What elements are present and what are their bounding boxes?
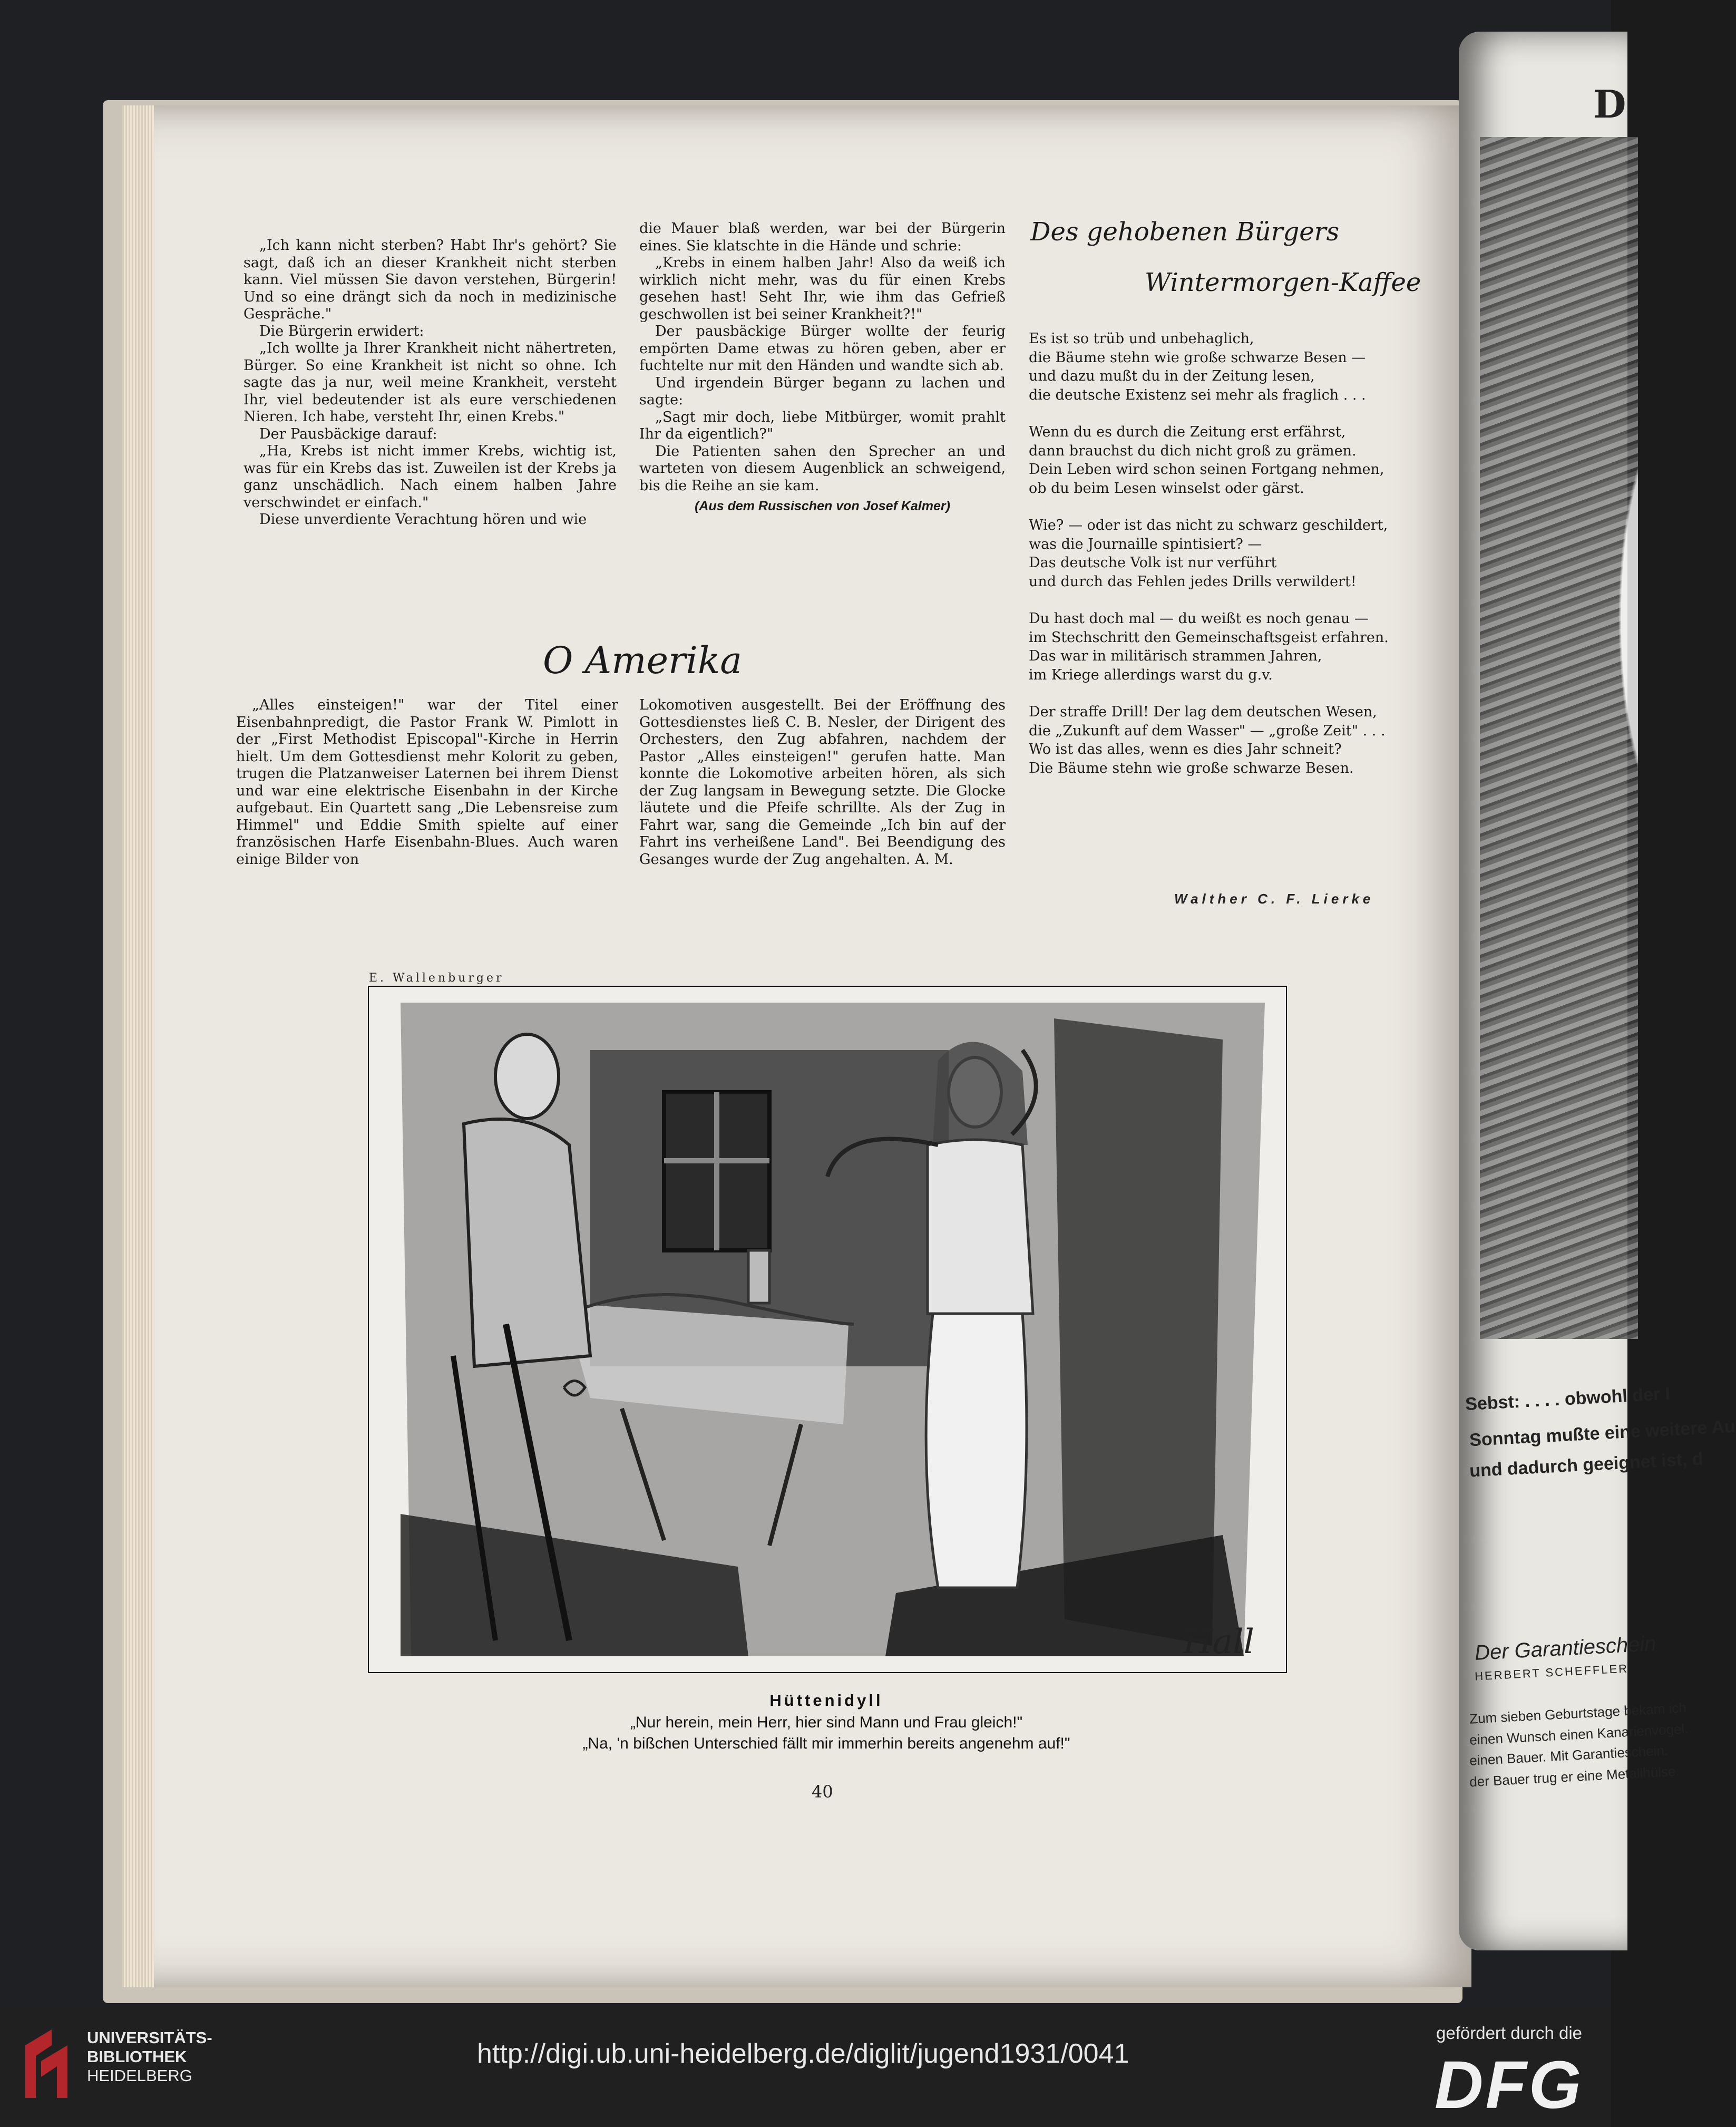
- story-paragraph: „Krebs in einem halben Jahr! Also da weiß ich wirklich nicht mehr, was du für einen Krebs gesehen hast! Seht Ihr, wie ihm das Gefrieß geschwollen ist bei seiner Krankheit?!": [639, 255, 1006, 323]
- poem-stanza: [1029, 329, 1408, 404]
- article-column-2: [639, 697, 1006, 868]
- illustration-artist: E. Wallenburger: [369, 972, 504, 985]
- poem-line: Das deutsche Volk ist nur verführt: [1029, 555, 1277, 571]
- page-number: 40: [812, 1782, 833, 1802]
- poem-line: und dazu mußt du in der Zeitung lesen,: [1029, 368, 1315, 384]
- translation-credit: (Aus dem Russischen von Josef Kalmer): [695, 499, 950, 513]
- story-paragraph: „Ich wollte ja Ihrer Krankheit nicht nähertreten, Bürger. So eine Krankheit ist nicht so ohne. Ich sagte das ja nur, weil meine Krankheit, versteht Ihr, viel bedeutender ist als eure verschiedenen Nieren. Ich habe, versteht Ihr, einen Krebs.": [243, 340, 617, 425]
- story-paragraph: Die Bürgerin erwidert:: [259, 323, 424, 339]
- story-paragraph: Die Patienten sahen den Sprecher an und warteten von diesem Augenblick an schweigend, bis die Reihe an sie kam.: [639, 443, 1006, 494]
- funded-by-label: gefördert durch die: [1436, 2023, 1583, 2043]
- right-caption-line: Sonntag mußte eine weitere Au: [1469, 1416, 1736, 1451]
- poem-line: im Kriege allerdings warst du g.v.: [1029, 666, 1273, 683]
- story-paragraph: Der Pausbäckige darauf:: [259, 425, 437, 442]
- poem-line: die Bäume stehn wie große schwarze Besen —: [1029, 349, 1366, 366]
- poem-line: Du hast doch mal — du weißt es noch genau —: [1029, 610, 1369, 627]
- poem-author: Walther C. F. Lierke: [1174, 891, 1374, 907]
- poem-line: im Stechschritt den Gemeinschaftsgeist erfahren.: [1029, 629, 1389, 646]
- footer-bar: [0, 2008, 1611, 2127]
- poem-line: Dein Leben wird schon seinen Fortgang nehmen,: [1029, 461, 1384, 478]
- heidelberg-logo-icon: [20, 2024, 78, 2103]
- library-name: [87, 2028, 212, 2085]
- poem-line: Das war in militärisch strammen Jahren,: [1029, 648, 1322, 664]
- right-caption-line: und dadurch geeignet ist, d: [1469, 1449, 1704, 1481]
- page-edges: [122, 105, 154, 1987]
- article-paragraph: Lokomotiven ausgestellt. Bei der Eröffnung des Gottesdienstes ließ C. B. Nesler, der Dirigent des Orchesters, den Zug abfahren, nachdem der Pastor „Alles einsteigen!" gerufen hatte. Man konnte die Lokomotive arbeiten hören, als sich der Zug langsam in Bewegung setzte. Die Glocke läutete und die Pfeife schrillte. Als der Zug in Fahrt war, sang die Gemeinde „Ich bin auf der Fahrt ins verheißene Land". Bei Beendigung des Gesanges wurde der Zug angehalten. A. M.: [639, 697, 1006, 868]
- right-article-text: der Bauer trug er eine Metallhülse.: [1469, 1763, 1680, 1790]
- right-page-illustration: [1480, 137, 1638, 1339]
- poem-title-line1: Des gehobenen Bürgers: [1030, 217, 1340, 247]
- story-paragraph: „Ich kann nicht sterben? Habt Ihr's gehört? Sie sagt, daß ich an dieser Krankheit nicht sterben kann. Viel müssen Sie davon verstehen, Bürgerin! Und so eine drängt sich da noch in medizinische Gespräche.": [243, 237, 617, 322]
- right-article-byline: HERBERT SCHEFFLER: [1474, 1662, 1629, 1683]
- article-column-1: [236, 697, 618, 868]
- sketch-drawing: [369, 987, 1286, 1672]
- poem-line: ob du beim Lesen winselst oder gärst.: [1029, 480, 1304, 497]
- poem-line: dann brauchst du dich nicht groß zu grämen.: [1029, 442, 1357, 459]
- right-caption-line: Sebst: . . . . obwohl der I: [1465, 1383, 1671, 1415]
- caption-line: „Na, 'n bißchen Unterschied fällt mir immerhin bereits angenehm auf!": [582, 1735, 1070, 1752]
- library-line: BIBLIOTHEK: [87, 2047, 187, 2066]
- poem-stanza: [1029, 423, 1408, 498]
- poem-stanza: [1029, 516, 1408, 591]
- story-paragraph: Diese unverdiente Verachtung hören und wie: [259, 511, 587, 528]
- library-line: HEIDELBERG: [87, 2066, 192, 2085]
- story-paragraph: „Sagt mir doch, liebe Mitbürger, womit prahlt Ihr da eigentlich?": [639, 409, 1006, 442]
- illustration-huettenidyll: [368, 986, 1287, 1673]
- story-paragraph: Und irgendein Bürger begann zu lachen und sagte:: [639, 374, 1006, 408]
- article-title: O Amerika: [543, 639, 742, 682]
- right-article-heading: Der Garantieschein: [1474, 1632, 1657, 1665]
- poem-line: was die Journaille spintisiert? —: [1029, 536, 1262, 552]
- right-article-text: einen Bauer. Mit Garantieschein.: [1469, 1742, 1669, 1769]
- caption-title: Hüttenidyll: [769, 1691, 883, 1710]
- poem-body: [1029, 329, 1408, 796]
- poem-title-line2: Wintermorgen-Kaffee: [1145, 268, 1421, 297]
- right-page-fragment: [1459, 32, 1736, 1950]
- poem-stanza: [1029, 609, 1408, 684]
- right-page-letter: D: [1593, 82, 1626, 127]
- library-line: UNIVERSITÄTS-: [87, 2028, 212, 2047]
- poem-line: Wie? — oder ist das nicht zu schwarz geschildert,: [1029, 517, 1388, 533]
- poem-line: Wo ist das alles, wenn es dies Jahr schneit?: [1029, 741, 1342, 757]
- poem-line: die deutsche Existenz sei mehr als fraglich . . .: [1029, 386, 1366, 403]
- story-paragraph: „Ha, Krebs ist nicht immer Krebs, wichtig ist, was für ein Krebs das ist. Zuweilen ist der Krebs ja ganz unschädlich. Nach einem halben Jahre verschwindet er einfach.": [243, 443, 617, 511]
- right-article-text: einen Wunsch einen Kanarienvogel.: [1469, 1721, 1689, 1748]
- story-middle-column: [639, 220, 1006, 515]
- caption-line: „Nur herein, mein Herr, hier sind Mann und Frau gleich!": [630, 1714, 1023, 1731]
- poem-line: Es ist so trüb und unbehaglich,: [1029, 331, 1254, 347]
- poem-line: Der straffe Drill! Der lag dem deutschen Wesen,: [1029, 704, 1377, 720]
- artist-signature: Hall: [1183, 1623, 1254, 1662]
- poem-stanza: [1029, 703, 1408, 778]
- dfg-logo: DFG: [1435, 2047, 1584, 2123]
- permalink-url[interactable]: http://digi.ub.uni-heidelberg.de/diglit/jugend1931/0041: [477, 2038, 1129, 2069]
- story-left-column: [243, 237, 617, 529]
- right-article-text: Zum sieben Geburtstage bekam ich: [1469, 1699, 1687, 1727]
- poem-line: Die Bäume stehn wie große schwarze Besen.: [1029, 760, 1354, 776]
- poem-line: und durch das Fehlen jedes Drills verwildert!: [1029, 573, 1357, 590]
- story-paragraph: Der pausbäckige Bürger wollte der feurig empörten Dame etwas zu hören geben, aber er fuchtelte nur mit den Händen und wandte sich ab.: [639, 323, 1006, 374]
- illustration-caption: [368, 1691, 1285, 1754]
- article-paragraph: „Alles einsteigen!" war der Titel einer Eisenbahnpredigt, die Pastor Frank W. Pimlott in der „First Methodist Episcopal"-Kirche in Herrin hielt. Um dem Gottesdienst mehr Kolorit zu geben, trugen die Platzanweiser Laternen bei ihrem Dienst und war eine elektrische Eisenbahn in der Kirche aufgebaut. Ein Quartett sang „Die Lebensreise zum Himmel" und Eddie Smith spielte auf einer französischen Harfe Eisenbahn-Blues. Auch waren einige Bilder von: [236, 697, 618, 868]
- poem-line: Wenn du es durch die Zeitung erst erfährst,: [1029, 424, 1346, 440]
- poem-line: die „Zukunft auf dem Wasser" — „große Zeit" . . .: [1029, 722, 1386, 739]
- story-paragraph: die Mauer blaß werden, war bei der Bürgerin eines. Sie klatschte in die Hände und schrie:: [639, 220, 1006, 254]
